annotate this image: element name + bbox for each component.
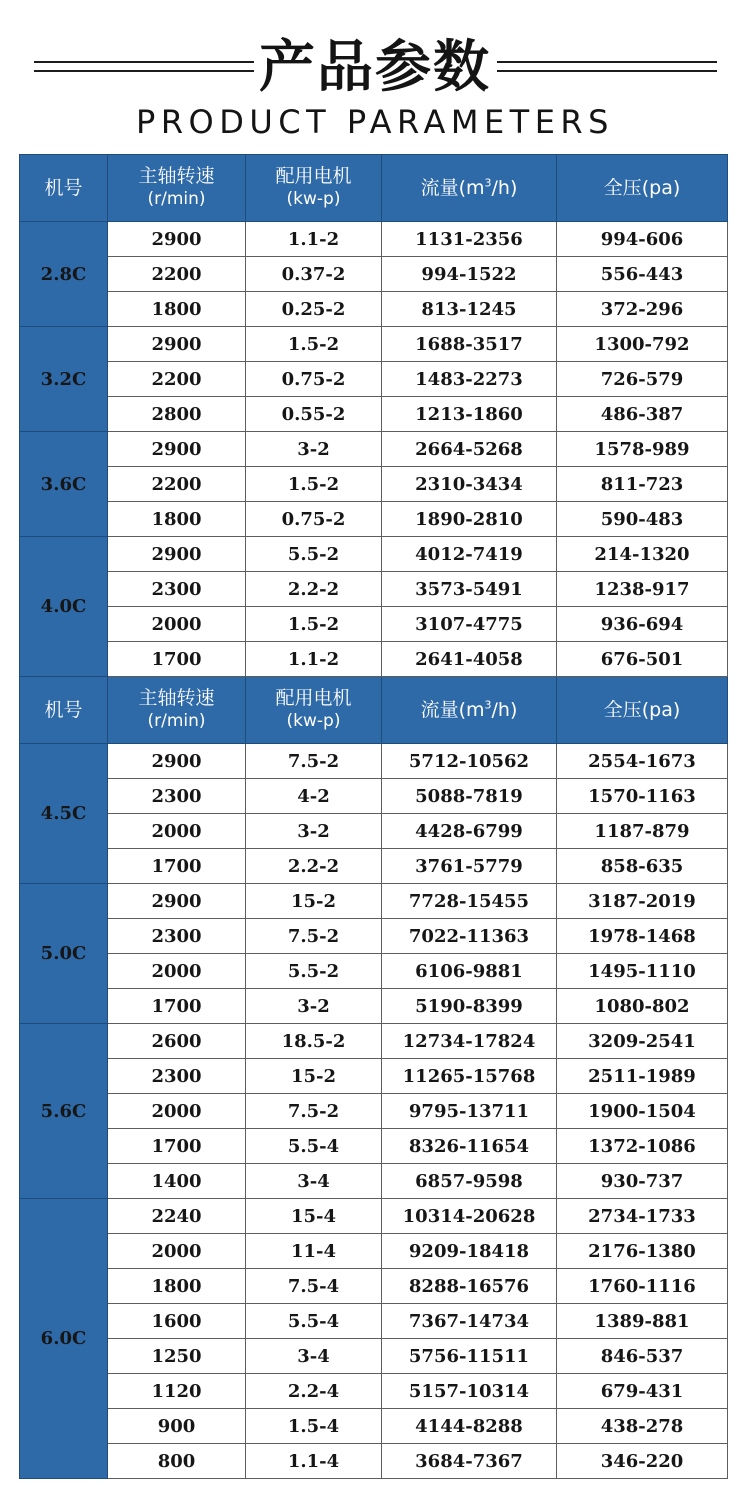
speed-cell: 2000 bbox=[108, 814, 246, 849]
pressure-cell: 2176-1380 bbox=[557, 1234, 728, 1269]
pressure-cell: 936-694 bbox=[557, 607, 728, 642]
header-motor bbox=[246, 155, 382, 222]
flow-cell: 2664-5268 bbox=[382, 432, 557, 467]
flow-cell: 11265-15768 bbox=[382, 1059, 557, 1094]
speed-cell: 2900 bbox=[108, 744, 246, 779]
motor-cell: 0.55-2 bbox=[246, 397, 382, 432]
motor-cell: 3-2 bbox=[246, 814, 382, 849]
table-row bbox=[20, 849, 728, 884]
table-row bbox=[20, 919, 728, 954]
motor-cell: 0.75-2 bbox=[246, 362, 382, 397]
speed-cell: 2200 bbox=[108, 467, 246, 502]
flow-cell: 2310-3434 bbox=[382, 467, 557, 502]
motor-cell: 4-2 bbox=[246, 779, 382, 814]
pressure-cell: 214-1320 bbox=[557, 537, 728, 572]
speed-cell: 2000 bbox=[108, 954, 246, 989]
table-row bbox=[20, 954, 728, 989]
table-row bbox=[20, 222, 728, 257]
header-motor bbox=[246, 677, 382, 744]
table-row bbox=[20, 1199, 728, 1234]
motor-cell: 5.5-2 bbox=[246, 954, 382, 989]
speed-cell: 2900 bbox=[108, 432, 246, 467]
model-cell: 3.2C bbox=[20, 327, 108, 432]
flow-cell: 8326-11654 bbox=[382, 1129, 557, 1164]
flow-cell: 8288-16576 bbox=[382, 1269, 557, 1304]
pressure-cell: 1389-881 bbox=[557, 1304, 728, 1339]
speed-cell: 1700 bbox=[108, 989, 246, 1024]
header-motor-label: 配用电机 bbox=[275, 687, 352, 709]
motor-cell: 7.5-2 bbox=[246, 744, 382, 779]
speed-cell: 2300 bbox=[108, 1059, 246, 1094]
table-row bbox=[20, 327, 728, 362]
motor-cell: 3-4 bbox=[246, 1164, 382, 1199]
speed-cell: 2900 bbox=[108, 222, 246, 257]
flow-cell: 1483-2273 bbox=[382, 362, 557, 397]
flow-cell: 1688-3517 bbox=[382, 327, 557, 362]
motor-cell: 11-4 bbox=[246, 1234, 382, 1269]
pressure-cell: 3209-2541 bbox=[557, 1024, 728, 1059]
table-row bbox=[20, 1339, 728, 1374]
speed-cell: 2900 bbox=[108, 884, 246, 919]
motor-cell: 1.5-2 bbox=[246, 327, 382, 362]
flow-cell: 1213-1860 bbox=[382, 397, 557, 432]
table-row bbox=[20, 814, 728, 849]
motor-cell: 2.2-2 bbox=[246, 849, 382, 884]
speed-cell: 1250 bbox=[108, 1339, 246, 1374]
table-row bbox=[20, 1374, 728, 1409]
header-motor-unit: (kw-p) bbox=[286, 189, 341, 209]
speed-cell: 2000 bbox=[108, 1094, 246, 1129]
speed-cell: 1400 bbox=[108, 1164, 246, 1199]
table-row bbox=[20, 432, 728, 467]
pressure-cell: 858-635 bbox=[557, 849, 728, 884]
speed-cell: 2900 bbox=[108, 537, 246, 572]
speed-cell: 1600 bbox=[108, 1304, 246, 1339]
page-title: 产品参数 bbox=[259, 35, 491, 100]
header-model bbox=[20, 677, 108, 744]
motor-cell: 1.5-4 bbox=[246, 1409, 382, 1444]
pressure-cell: 1760-1116 bbox=[557, 1269, 728, 1304]
motor-cell: 3-4 bbox=[246, 1339, 382, 1374]
motor-cell: 7.5-4 bbox=[246, 1269, 382, 1304]
flow-cell: 10314-20628 bbox=[382, 1199, 557, 1234]
header-flow-label: 流量(m bbox=[420, 698, 485, 721]
flow-cell: 3573-5491 bbox=[382, 572, 557, 607]
header-pressure-label: 全压(pa) bbox=[603, 698, 681, 721]
pressure-cell: 1372-1086 bbox=[557, 1129, 728, 1164]
motor-cell: 5.5-4 bbox=[246, 1129, 382, 1164]
table-row bbox=[20, 1234, 728, 1269]
model-cell: 4.0C bbox=[20, 537, 108, 677]
flow-cell: 3684-7367 bbox=[382, 1444, 557, 1479]
pressure-cell: 1570-1163 bbox=[557, 779, 728, 814]
header-model bbox=[20, 155, 108, 222]
flow-cell: 6106-9881 bbox=[382, 954, 557, 989]
motor-cell: 5.5-4 bbox=[246, 1304, 382, 1339]
model-cell: 3.6C bbox=[20, 432, 108, 537]
speed-cell: 2300 bbox=[108, 919, 246, 954]
pressure-cell: 556-443 bbox=[557, 257, 728, 292]
speed-cell: 800 bbox=[108, 1444, 246, 1479]
speed-cell: 1700 bbox=[108, 642, 246, 677]
pressure-cell: 2511-1989 bbox=[557, 1059, 728, 1094]
table-row bbox=[20, 1164, 728, 1199]
speed-cell: 1800 bbox=[108, 292, 246, 327]
speed-cell: 2000 bbox=[108, 1234, 246, 1269]
model-cell: 5.0C bbox=[20, 884, 108, 1024]
motor-cell: 1.1-2 bbox=[246, 222, 382, 257]
flow-cell: 6857-9598 bbox=[382, 1164, 557, 1199]
flow-cell: 2641-4058 bbox=[382, 642, 557, 677]
flow-cell: 7022-11363 bbox=[382, 919, 557, 954]
model-cell: 6.0C bbox=[20, 1199, 108, 1479]
speed-cell: 1120 bbox=[108, 1374, 246, 1409]
header-speed bbox=[108, 677, 246, 744]
table-row bbox=[20, 537, 728, 572]
table-row bbox=[20, 607, 728, 642]
table-row bbox=[20, 1409, 728, 1444]
header-pressure-label: 全压(pa) bbox=[603, 176, 681, 199]
motor-cell: 0.25-2 bbox=[246, 292, 382, 327]
speed-cell: 2800 bbox=[108, 397, 246, 432]
pressure-cell: 1300-792 bbox=[557, 327, 728, 362]
motor-cell: 7.5-2 bbox=[246, 1094, 382, 1129]
header-pressure bbox=[557, 677, 728, 744]
header-speed-unit: (r/min) bbox=[147, 711, 206, 731]
flow-cell: 7367-14734 bbox=[382, 1304, 557, 1339]
table-row bbox=[20, 397, 728, 432]
table-row bbox=[20, 1024, 728, 1059]
pressure-cell: 811-723 bbox=[557, 467, 728, 502]
flow-cell: 813-1245 bbox=[382, 292, 557, 327]
header-model-label: 机号 bbox=[44, 176, 83, 199]
parameters-table-body bbox=[20, 155, 728, 1479]
flow-cell: 5088-7819 bbox=[382, 779, 557, 814]
pressure-cell: 930-737 bbox=[557, 1164, 728, 1199]
flow-cell: 9795-13711 bbox=[382, 1094, 557, 1129]
header-flow-label: 流量(m bbox=[420, 176, 485, 199]
pressure-cell: 346-220 bbox=[557, 1444, 728, 1479]
motor-cell: 1.5-2 bbox=[246, 467, 382, 502]
header-flow-superscript: 3 bbox=[484, 698, 492, 712]
header-speed bbox=[108, 155, 246, 222]
flow-cell: 5190-8399 bbox=[382, 989, 557, 1024]
table-row bbox=[20, 502, 728, 537]
flow-cell: 5756-11511 bbox=[382, 1339, 557, 1374]
model-cell: 4.5C bbox=[20, 744, 108, 884]
flow-cell: 5712-10562 bbox=[382, 744, 557, 779]
page-header bbox=[0, 0, 750, 150]
flow-cell: 3761-5779 bbox=[382, 849, 557, 884]
motor-cell: 15-4 bbox=[246, 1199, 382, 1234]
speed-cell: 2300 bbox=[108, 779, 246, 814]
speed-cell: 1800 bbox=[108, 502, 246, 537]
speed-cell: 2200 bbox=[108, 362, 246, 397]
table-row bbox=[20, 744, 728, 779]
motor-cell: 15-2 bbox=[246, 1059, 382, 1094]
table-row bbox=[20, 1444, 728, 1479]
table-row bbox=[20, 467, 728, 502]
pressure-cell: 1978-1468 bbox=[557, 919, 728, 954]
flow-cell: 4144-8288 bbox=[382, 1409, 557, 1444]
speed-cell: 2900 bbox=[108, 327, 246, 362]
motor-cell: 2.2-2 bbox=[246, 572, 382, 607]
speed-cell: 1700 bbox=[108, 849, 246, 884]
header-row bbox=[20, 155, 728, 222]
motor-cell: 3-2 bbox=[246, 432, 382, 467]
header-model-label: 机号 bbox=[44, 698, 83, 721]
pressure-cell: 846-537 bbox=[557, 1339, 728, 1374]
pressure-cell: 372-296 bbox=[557, 292, 728, 327]
pressure-cell: 1238-917 bbox=[557, 572, 728, 607]
table-row bbox=[20, 1304, 728, 1339]
speed-cell: 2600 bbox=[108, 1024, 246, 1059]
header-speed-label: 主轴转速 bbox=[138, 687, 215, 709]
flow-cell: 12734-17824 bbox=[382, 1024, 557, 1059]
header-motor-unit: (kw-p) bbox=[286, 711, 341, 731]
page-subtitle: PRODUCT PARAMETERS bbox=[136, 103, 614, 141]
table-row bbox=[20, 292, 728, 327]
header-speed-unit: (r/min) bbox=[147, 189, 206, 209]
speed-cell: 2300 bbox=[108, 572, 246, 607]
table-row bbox=[20, 642, 728, 677]
table-row bbox=[20, 257, 728, 292]
motor-cell: 2.2-4 bbox=[246, 1374, 382, 1409]
speed-cell: 900 bbox=[108, 1409, 246, 1444]
flow-cell: 1131-2356 bbox=[382, 222, 557, 257]
pressure-cell: 1187-879 bbox=[557, 814, 728, 849]
table-row bbox=[20, 572, 728, 607]
pressure-cell: 1900-1504 bbox=[557, 1094, 728, 1129]
table-row bbox=[20, 1094, 728, 1129]
flow-cell: 994-1522 bbox=[382, 257, 557, 292]
motor-cell: 1.1-4 bbox=[246, 1444, 382, 1479]
motor-cell: 15-2 bbox=[246, 884, 382, 919]
flow-cell: 5157-10314 bbox=[382, 1374, 557, 1409]
parameters-table-container bbox=[19, 154, 727, 1479]
motor-cell: 18.5-2 bbox=[246, 1024, 382, 1059]
pressure-cell: 676-501 bbox=[557, 642, 728, 677]
pressure-cell: 1495-1110 bbox=[557, 954, 728, 989]
pressure-cell: 726-579 bbox=[557, 362, 728, 397]
speed-cell: 2240 bbox=[108, 1199, 246, 1234]
parameters-table bbox=[19, 154, 728, 1479]
pressure-cell: 438-278 bbox=[557, 1409, 728, 1444]
header-flow-unit: /h) bbox=[491, 176, 518, 199]
header-pressure bbox=[557, 155, 728, 222]
motor-cell: 7.5-2 bbox=[246, 919, 382, 954]
header-flow bbox=[382, 155, 557, 222]
table-row bbox=[20, 1269, 728, 1304]
pressure-cell: 590-483 bbox=[557, 502, 728, 537]
flow-cell: 4428-6799 bbox=[382, 814, 557, 849]
speed-cell: 2200 bbox=[108, 257, 246, 292]
table-row bbox=[20, 779, 728, 814]
pressure-cell: 1080-802 bbox=[557, 989, 728, 1024]
header-flow bbox=[382, 677, 557, 744]
motor-cell: 1.5-2 bbox=[246, 607, 382, 642]
table-row bbox=[20, 884, 728, 919]
pressure-cell: 2734-1733 bbox=[557, 1199, 728, 1234]
pressure-cell: 1578-989 bbox=[557, 432, 728, 467]
header-row bbox=[20, 677, 728, 744]
pressure-cell: 679-431 bbox=[557, 1374, 728, 1409]
table-row bbox=[20, 989, 728, 1024]
header-flow-unit: /h) bbox=[491, 698, 518, 721]
header-flow-superscript: 3 bbox=[484, 176, 492, 190]
header-motor-label: 配用电机 bbox=[275, 165, 352, 187]
pressure-cell: 486-387 bbox=[557, 397, 728, 432]
motor-cell: 0.75-2 bbox=[246, 502, 382, 537]
motor-cell: 1.1-2 bbox=[246, 642, 382, 677]
model-cell: 5.6C bbox=[20, 1024, 108, 1199]
header-speed-label: 主轴转速 bbox=[138, 165, 215, 187]
pressure-cell: 3187-2019 bbox=[557, 884, 728, 919]
speed-cell: 1700 bbox=[108, 1129, 246, 1164]
table-row bbox=[20, 1059, 728, 1094]
table-row bbox=[20, 362, 728, 397]
flow-cell: 4012-7419 bbox=[382, 537, 557, 572]
motor-cell: 3-2 bbox=[246, 989, 382, 1024]
speed-cell: 1800 bbox=[108, 1269, 246, 1304]
pressure-cell: 994-606 bbox=[557, 222, 728, 257]
flow-cell: 9209-18418 bbox=[382, 1234, 557, 1269]
motor-cell: 5.5-2 bbox=[246, 537, 382, 572]
pressure-cell: 2554-1673 bbox=[557, 744, 728, 779]
motor-cell: 0.37-2 bbox=[246, 257, 382, 292]
table-row bbox=[20, 1129, 728, 1164]
flow-cell: 3107-4775 bbox=[382, 607, 557, 642]
flow-cell: 7728-15455 bbox=[382, 884, 557, 919]
flow-cell: 1890-2810 bbox=[382, 502, 557, 537]
speed-cell: 2000 bbox=[108, 607, 246, 642]
model-cell: 2.8C bbox=[20, 222, 108, 327]
